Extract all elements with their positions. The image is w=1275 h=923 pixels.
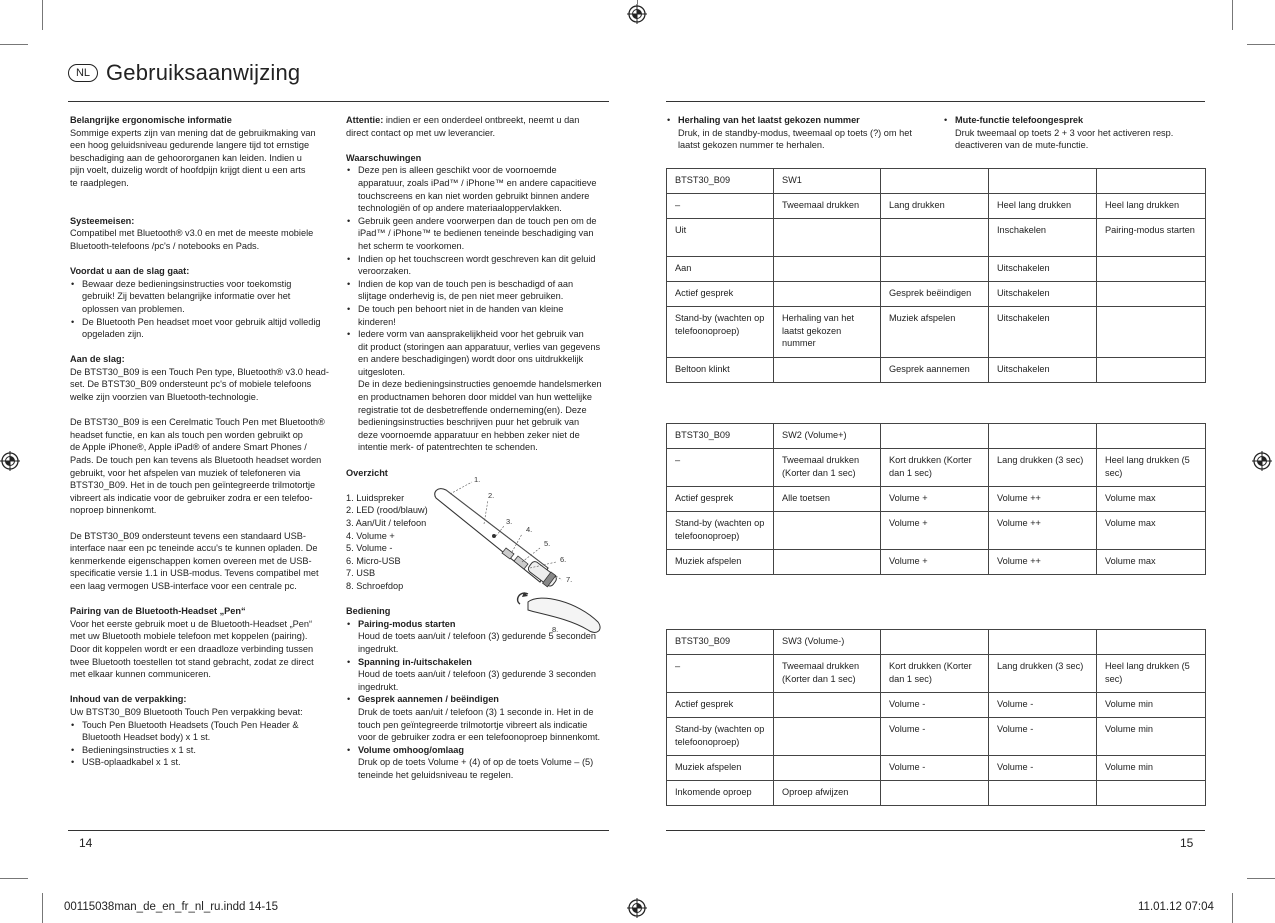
table-row bbox=[667, 358, 1206, 383]
table-cell bbox=[881, 424, 989, 449]
text-line: laatst gekozen nummer te herhalen. bbox=[678, 140, 825, 151]
footer-rule bbox=[68, 830, 609, 831]
prep-list bbox=[70, 278, 332, 341]
table-cell: Uitschakelen bbox=[989, 257, 1097, 282]
table-cell: Kort drukken (Korter dan 1 sec) bbox=[881, 449, 989, 487]
operation-text: voor de gebruiker zodra er een telefoonoproep binnenkomt. bbox=[358, 732, 601, 743]
table-row bbox=[667, 630, 1206, 655]
table-cell: Heel lang drukken (5 sec) bbox=[1097, 655, 1206, 693]
package-item: • USB-oplaadkabel x 1 st. bbox=[70, 756, 332, 769]
left-column bbox=[70, 114, 332, 769]
text-line: gebruikt, voor het afspelen van muziek of telefoneren via bbox=[70, 467, 301, 478]
table-cell: Muziek afspelen bbox=[667, 550, 774, 575]
package-intro: Uw BTST30_B09 Bluetooth Touch Pen verpakking bevat: bbox=[70, 706, 303, 717]
pen-label: 7. bbox=[566, 575, 573, 584]
table-cell bbox=[881, 630, 989, 655]
operation-text: Houd de toets aan/uit / telefoon (3) gedurende 3 seconden bbox=[358, 669, 597, 680]
package-list bbox=[70, 719, 332, 769]
table-cell: Volume max bbox=[1097, 512, 1206, 550]
table-row bbox=[667, 655, 1206, 693]
pen-body bbox=[435, 489, 558, 588]
attention-label: Attentie: bbox=[346, 115, 384, 125]
text-line: beschadiging aan de gehoororganen kan leiden. Indien u bbox=[70, 152, 302, 163]
table-cell: – bbox=[667, 655, 774, 693]
crop-mark bbox=[1247, 44, 1275, 45]
table-cell: BTST30_B09 bbox=[667, 169, 774, 194]
ergo-text bbox=[70, 127, 332, 190]
text-line: Druk tweemaal op toets 2 + 3 voor het activeren resp. bbox=[955, 127, 1174, 138]
table-cell: Tweemaal drukken (Korter dan 1 sec) bbox=[774, 449, 881, 487]
table-cell bbox=[989, 630, 1097, 655]
text-line: specificatie versie 1.1 in USB-modus. Tevens compatibel met bbox=[70, 568, 319, 579]
package-heading: Inhoud van de verpakking: bbox=[70, 694, 187, 705]
pairing-text bbox=[70, 618, 332, 681]
prep-heading: Voordat u aan de slag gaat: bbox=[70, 266, 190, 277]
text-line: kenmerkende eigenschappen komen overeen met de USB- bbox=[70, 555, 312, 566]
registration-mark-icon bbox=[1252, 451, 1272, 471]
text-line: Door dit koppelen wordt er een draadloze verbinding tussen bbox=[70, 643, 314, 654]
table-cell bbox=[1097, 424, 1206, 449]
pairing-heading: Pairing van de Bluetooth-Headset „Pen“ bbox=[70, 606, 246, 617]
sys-text bbox=[70, 227, 332, 252]
file-slug: 00115038man_de_en_fr_nl_ru.indd 14-15 bbox=[64, 901, 278, 913]
text-line: Bluetooth-telefoons /pc's / notebooks en Pads. bbox=[70, 240, 260, 251]
text-line: vibreert als indicatie voor de gebruiker zodra er een telefoo- bbox=[70, 492, 313, 503]
table-cell: Inkomende oproep bbox=[667, 781, 774, 806]
table-cell: Uitschakelen bbox=[989, 307, 1097, 358]
header-rule-right bbox=[666, 101, 1205, 102]
overview-item: 5. Volume - bbox=[346, 543, 393, 554]
table-cell: Volume min bbox=[1097, 756, 1206, 781]
table-cell: Uit bbox=[667, 219, 774, 257]
table-cell bbox=[774, 512, 881, 550]
table-cell: Inschakelen bbox=[989, 219, 1097, 257]
operation-title: • Volume omhoog/omlaag bbox=[358, 744, 465, 755]
usb-text bbox=[70, 530, 332, 593]
page-title: Gebruiksaanwijzing bbox=[106, 59, 301, 85]
operation-title: • Gesprek aannemen / beëindigen bbox=[358, 694, 499, 705]
text-line: Compatibel met Bluetooth® v3.0 en met de meeste mobiele bbox=[70, 228, 314, 239]
text-line: met uw Bluetooth mobiele telefoon met koppelen (pairing). bbox=[70, 631, 308, 642]
pen-label: 5. bbox=[544, 539, 551, 548]
table-row bbox=[667, 693, 1206, 718]
table-row bbox=[667, 756, 1206, 781]
table-cell: Tweemaal drukken bbox=[774, 194, 881, 219]
table-cell: Uitschakelen bbox=[989, 358, 1097, 383]
warning-item: • De touch pen behoort niet in de handen van kleine kinderen! bbox=[346, 303, 610, 328]
table-cell: Volume - bbox=[881, 756, 989, 781]
warning-item: • Deze pen is alleen geschikt voor de voornoemde apparatuur, zoals iPad™ / iPhone™ en andere capacitieve touchscreens en kan niet worden gebruikt binnen andere technologiën of op andere materiaaloppervlakken. bbox=[346, 164, 610, 214]
table-cell: Actief gesprek bbox=[667, 487, 774, 512]
operation-heading: Bediening bbox=[346, 606, 391, 617]
crop-mark bbox=[42, 0, 43, 30]
table-cell: Stand-by (wachten op telefoonoproep) bbox=[667, 718, 774, 756]
table-cell bbox=[774, 219, 881, 257]
table-cell bbox=[774, 550, 881, 575]
mute-section bbox=[943, 114, 1205, 152]
attention-text-2: direct contact op met uw leverancier. bbox=[346, 127, 496, 138]
table-cell bbox=[989, 169, 1097, 194]
table-cell: SW2 (Volume+) bbox=[774, 424, 881, 449]
ergo-heading: Belangrijke ergonomische informatie bbox=[70, 115, 232, 125]
table-cell: SW1 bbox=[774, 169, 881, 194]
overview-item: 1. Luidspreker bbox=[346, 492, 405, 503]
pen-label: 4. bbox=[526, 525, 533, 534]
operation-text: touch pen geïntegreerde trilmotortje vibreert als indicatie bbox=[358, 719, 588, 730]
operation-text: ingedrukt. bbox=[358, 643, 399, 654]
crop-mark bbox=[0, 878, 28, 879]
table-cell bbox=[881, 169, 989, 194]
table-cell bbox=[989, 781, 1097, 806]
operation-list bbox=[346, 618, 610, 782]
table-cell: Heel lang drukken bbox=[989, 194, 1097, 219]
sw3-table bbox=[666, 629, 1206, 806]
language-badge: NL bbox=[68, 64, 98, 82]
table-cell bbox=[1097, 630, 1206, 655]
table-cell bbox=[1097, 169, 1206, 194]
text-line: De BTST30_B09 is een Touch Pen type, Bluetooth® v3.0 head- bbox=[70, 366, 329, 377]
table-cell: Alle toetsen bbox=[774, 487, 881, 512]
table-cell: Actief gesprek bbox=[667, 282, 774, 307]
pen-label: 3. bbox=[506, 517, 513, 526]
table-cell: Oproep afwijzen bbox=[774, 781, 881, 806]
table-cell: Herhaling van het laatst gekozen nummer bbox=[774, 307, 881, 358]
table-cell: BTST30_B09 bbox=[667, 424, 774, 449]
overview-item: 2. LED (rood/blauw) bbox=[346, 505, 428, 516]
table-cell: Volume ++ bbox=[989, 550, 1097, 575]
crop-mark bbox=[1232, 893, 1233, 923]
description-text bbox=[70, 416, 332, 517]
operation-item bbox=[346, 656, 610, 694]
table-cell: Actief gesprek bbox=[667, 693, 774, 718]
table-row bbox=[667, 219, 1206, 257]
page-number-left: 14 bbox=[79, 836, 93, 850]
text-line: interface naar een pc teneinde accu's te kunnen opladen. De bbox=[70, 543, 318, 554]
text-line: noproep binnenkomt. bbox=[70, 505, 157, 516]
table-cell: Lang drukken (3 sec) bbox=[989, 449, 1097, 487]
text-line: te raadplegen. bbox=[70, 177, 129, 188]
table-cell bbox=[1097, 257, 1206, 282]
table-cell: Stand-by (wachten op telefoonoproep) bbox=[667, 307, 774, 358]
table-cell bbox=[774, 282, 881, 307]
table-row bbox=[667, 781, 1206, 806]
text-line: Sommige experts zijn van mening dat de gebruikmaking van bbox=[70, 127, 316, 138]
warning-item: • Gebruik geen andere voorwerpen dan de touch pen om de iPad™ / iPhone™ te bedienen teneinde beschadiging van het scherm te voorkomen. bbox=[346, 215, 610, 253]
pen-label: 8. bbox=[552, 625, 559, 634]
crop-mark bbox=[0, 44, 28, 45]
table-cell: Volume - bbox=[989, 693, 1097, 718]
operation-text: ingedrukt. bbox=[358, 681, 399, 692]
text-line: BTST30_B09. Het in de touch pen geïntegreerde trilmotortje bbox=[70, 480, 316, 491]
text-line: met elkaar kunnen communiceren. bbox=[70, 669, 211, 680]
prep-item: • Bewaar deze bedieningsinstructies voor toekomstig gebruik! Zij bevatten belangrijke informatie over het oplossen van problemen. bbox=[70, 278, 332, 316]
table-row bbox=[667, 449, 1206, 487]
warnings-list bbox=[346, 164, 610, 454]
text-line: een hoog geluidsniveau gedurende langere tijd tot ernstige bbox=[70, 140, 310, 151]
text-line: De BTST30_B09 ondersteunt tevens een standaard USB- bbox=[70, 530, 306, 541]
table-cell: Lang drukken (3 sec) bbox=[989, 655, 1097, 693]
text-line: De BTST30_B09 is een Cerelmatic Touch Pen met Bluetooth® bbox=[70, 417, 325, 428]
table-cell: Lang drukken bbox=[881, 194, 989, 219]
attention-text: indien er een onderdeel ontbreekt, neemt u dan bbox=[383, 115, 580, 125]
table-cell: Muziek afspelen bbox=[881, 307, 989, 358]
table-cell: Volume - bbox=[989, 718, 1097, 756]
page-number-right: 15 bbox=[1180, 836, 1194, 850]
pen-cap bbox=[518, 592, 601, 632]
table-cell: Beltoon klinkt bbox=[667, 358, 774, 383]
date-slug: 11.01.12 07:04 bbox=[1138, 901, 1214, 913]
sw2-table bbox=[666, 423, 1206, 575]
overview-item: 8. Schroefdop bbox=[346, 580, 404, 591]
table-cell bbox=[1097, 282, 1206, 307]
table-cell: Volume - bbox=[881, 693, 989, 718]
table-cell: Volume min bbox=[1097, 718, 1206, 756]
text-line: een laag vermogen USB-interface voor een centrale pc. bbox=[70, 580, 297, 591]
table-cell bbox=[881, 257, 989, 282]
text-line: pijn voelt, duizelig wordt of hoofdpijn krijgt dient u een arts bbox=[70, 165, 306, 176]
warning-item: • Indien op het touchscreen wordt geschreven kan dit geluid veroorzaken. bbox=[346, 253, 610, 278]
table-cell: Volume min bbox=[1097, 693, 1206, 718]
table-cell: Tweemaal drukken (Korter dan 1 sec) bbox=[774, 655, 881, 693]
page-header bbox=[68, 59, 301, 85]
operation-text: teneinde het geluidsniveau te regelen. bbox=[358, 769, 514, 780]
crop-mark bbox=[1247, 878, 1275, 879]
start-heading: Aan de slag: bbox=[70, 354, 125, 365]
operation-title: • Pairing-modus starten bbox=[358, 618, 456, 629]
text-line: Voor het eerste gebruik moet u de Bluetooth-Headset „Pen“ bbox=[70, 618, 313, 629]
text-line: set. De BTST30_B09 ondersteunt pc's of mobiele telefoons bbox=[70, 379, 312, 390]
table-cell: Volume + bbox=[881, 512, 989, 550]
sw1-table bbox=[666, 168, 1206, 383]
overview-item: 3. Aan/Uit / telefoon bbox=[346, 518, 427, 528]
table-row bbox=[667, 718, 1206, 756]
header-rule bbox=[68, 101, 609, 102]
table-cell: Kort drukken (Korter dan 1 sec) bbox=[881, 655, 989, 693]
pen-label: 6. bbox=[560, 555, 567, 564]
table-cell: Uitschakelen bbox=[989, 282, 1097, 307]
mute-title: Mute-functie telefoongesprek bbox=[955, 115, 1084, 125]
table-cell bbox=[774, 358, 881, 383]
operation-text: Druk op de toets Volume + (4) of op de toets Volume – (5) bbox=[358, 757, 594, 768]
table-cell bbox=[774, 693, 881, 718]
table-row bbox=[667, 169, 1206, 194]
redial-title: Herhaling van het laatst gekozen nummer bbox=[678, 115, 860, 125]
mute-text bbox=[943, 127, 1205, 152]
warning-item: • Indien de kop van de touch pen is beschadigd of aan slijtage onderhevig is, de pen niet meer gebruiken. bbox=[346, 278, 610, 303]
table-cell: Volume - bbox=[881, 718, 989, 756]
text-line: Pads. De touch pen kan tevens als Bluetooth headset worden bbox=[70, 455, 322, 466]
overview-item: 6. Micro-USB bbox=[346, 555, 401, 566]
table-cell bbox=[881, 781, 989, 806]
text-line: de Apple iPhone®, Apple iPad® of andere Smart Phones / bbox=[70, 442, 307, 453]
redial-text bbox=[666, 127, 936, 152]
package-item: • Bedieningsinstructies x 1 st. bbox=[70, 744, 332, 757]
table-cell: – bbox=[667, 194, 774, 219]
registration-mark-icon bbox=[627, 898, 647, 918]
text-line: headset functie, en kan als touch pen worden gebruikt op bbox=[70, 429, 303, 440]
table-cell: Gesprek beëindigen bbox=[881, 282, 989, 307]
footer-rule-right bbox=[666, 830, 1205, 831]
table-row bbox=[667, 550, 1206, 575]
table-row bbox=[667, 257, 1206, 282]
text-line: welke zijn voorzien van Bluetooth-technologie. bbox=[70, 392, 259, 403]
operation-title: • Spanning in-/uitschakelen bbox=[358, 656, 472, 667]
pen-label: 1. bbox=[474, 475, 481, 484]
registration-mark-icon bbox=[627, 4, 647, 24]
table-cell: Stand-by (wachten op telefoonoproep) bbox=[667, 512, 774, 550]
table-cell: Muziek afspelen bbox=[667, 756, 774, 781]
table-cell: BTST30_B09 bbox=[667, 630, 774, 655]
registration-mark-icon bbox=[0, 451, 20, 471]
table-cell bbox=[774, 756, 881, 781]
redial-section bbox=[666, 114, 936, 152]
text-line: deactiveren van de mute-functie. bbox=[955, 140, 1089, 151]
overview-item: 4. Volume + bbox=[346, 530, 395, 541]
text-line: Druk, in de standby-modus, tweemaal op toets (?) om het bbox=[678, 127, 912, 138]
table-row bbox=[667, 424, 1206, 449]
table-cell: Volume max bbox=[1097, 487, 1206, 512]
start-text bbox=[70, 366, 332, 404]
table-cell: Aan bbox=[667, 257, 774, 282]
table-cell bbox=[1097, 307, 1206, 358]
table-cell: Gesprek aannemen bbox=[881, 358, 989, 383]
table-row bbox=[667, 487, 1206, 512]
operation-text: Houd de toets aan/uit / telefoon (3) gedurende 5 seconden bbox=[358, 631, 597, 642]
table-cell: Volume ++ bbox=[989, 487, 1097, 512]
pen-label: 2. bbox=[488, 491, 495, 500]
text-line: twee Bluetooth toestellen tot stand gebracht, zodat ze direct bbox=[70, 656, 314, 667]
table-cell: Heel lang drukken (5 sec) bbox=[1097, 449, 1206, 487]
table-row bbox=[667, 307, 1206, 358]
table-cell: – bbox=[667, 449, 774, 487]
warnings-heading: Waarschuwingen bbox=[346, 152, 422, 163]
table-row bbox=[667, 512, 1206, 550]
table-cell: Volume ++ bbox=[989, 512, 1097, 550]
overview-heading: Overzicht bbox=[346, 467, 388, 478]
overview-item: 7. USB bbox=[346, 568, 376, 579]
table-cell bbox=[881, 219, 989, 257]
table-cell bbox=[1097, 358, 1206, 383]
pen-illustration bbox=[428, 472, 610, 642]
warning-item: • Iedere vorm van aansprakelijkheid voor het gebruik van dit product (storingen aan apparatuur, verlies van gegevens en andere beschadigingen) wordt door ons uitdrukkelijk uitgesloten. De in deze bedieningsinstructies genoemde handelsmerken en productnamen behoren door middel van hun wettelijke registratie tot de desbetreffende onderneming(en). Deze bedieningsinstructies beschrijven puur het gebruik van deze voornoemde apparatuur en hebben zeker niet de intentie merk- of patentrechten te schenden. bbox=[346, 328, 610, 454]
table-cell bbox=[989, 424, 1097, 449]
sys-heading: Systeemeisen: bbox=[70, 215, 135, 226]
crop-mark bbox=[42, 893, 43, 923]
prep-item: • De Bluetooth Pen headset moet voor gebruik altijd volledig opgeladen zijn. bbox=[70, 316, 332, 341]
middle-column bbox=[346, 114, 610, 781]
table-cell: Pairing-modus starten bbox=[1097, 219, 1206, 257]
table-cell: SW3 (Volume-) bbox=[774, 630, 881, 655]
operation-item bbox=[346, 693, 610, 743]
operation-text: Druk de toets aan/uit / telefoon (3) 1 seconde in. Het in de bbox=[358, 706, 594, 717]
table-cell: Heel lang drukken bbox=[1097, 194, 1206, 219]
table-cell: Volume + bbox=[881, 487, 989, 512]
table-row bbox=[667, 194, 1206, 219]
operation-item bbox=[346, 744, 610, 782]
table-cell bbox=[774, 257, 881, 282]
table-cell bbox=[774, 718, 881, 756]
package-item: • Touch Pen Bluetooth Headsets (Touch Pen Header & Bluetooth Headset body) x 1 st. bbox=[70, 719, 332, 744]
crop-mark bbox=[1232, 0, 1233, 30]
table-cell: Volume - bbox=[989, 756, 1097, 781]
table-row bbox=[667, 282, 1206, 307]
table-cell: Volume + bbox=[881, 550, 989, 575]
table-cell bbox=[1097, 781, 1206, 806]
table-cell: Volume max bbox=[1097, 550, 1206, 575]
